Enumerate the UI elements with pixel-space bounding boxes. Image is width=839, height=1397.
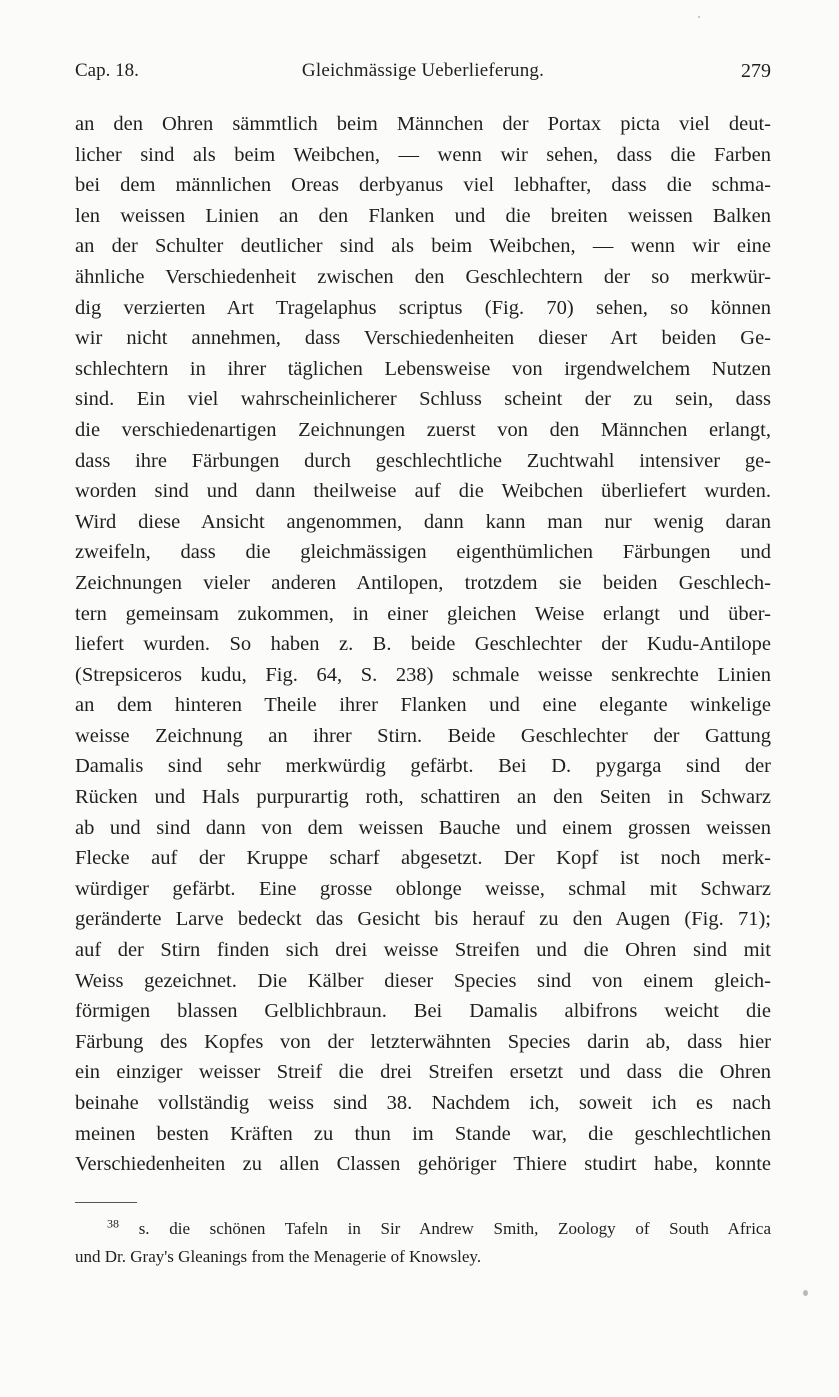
text-line: tern gemeinsam zukommen, in einer gleichen Weise erlangt und über- (75, 602, 771, 625)
text-line: Damalis sind sehr merkwürdig gefärbt. Bei D. pygarga sind der (75, 755, 771, 778)
text-line: die verschiedenartigen Zeichnungen zuerst von den Männchen erlangt, (75, 418, 771, 441)
footnote-text-1: s. die schönen Tafeln in Sir Andrew Smith, Zoology of South Africa (138, 1219, 772, 1238)
running-title: Gleichmässige Ueberlieferung. (301, 60, 545, 81)
text-line: geränderte Larve bedeckt das Gesicht bis herauf zu den Augen (Fig. 71); (75, 908, 771, 931)
footnote-divider (75, 1202, 137, 1203)
main-text-block (75, 109, 771, 1180)
text-line: an dem hinteren Theile ihrer Flanken und eine elegante winkelige (75, 694, 771, 717)
text-line: wir nicht annehmen, dass Verschiedenheiten dieser Art beiden Ge- (75, 327, 771, 350)
footnote-marker: 38 (107, 1216, 119, 1231)
text-line: an der Schulter deutlicher sind als beim Weibchen, — wenn wir eine (75, 235, 771, 258)
text-line: förmigen blassen Gelblichbraun. Bei Damalis albifrons weicht die (75, 1000, 771, 1023)
text-line: würdiger gefärbt. Eine grosse oblonge weisse, schmal mit Schwarz (75, 877, 771, 900)
chapter-label: Cap. 18. (75, 60, 139, 81)
text-line: liefert wurden. So haben z. B. beide Geschlechter der Kudu-Antilope (75, 633, 771, 656)
text-line: licher sind als beim Weibchen, — wenn wir sehen, dass die Farben (75, 143, 771, 166)
text-line: ähnliche Verschiedenheit zwischen den Geschlechtern der so merkwür- (75, 265, 771, 288)
text-line: Färbung des Kopfes von der letzterwähnten Species darin ab, dass hier (75, 1030, 771, 1053)
running-header (75, 60, 771, 90)
paper-speck (803, 1290, 808, 1296)
text-line: zweifeln, dass die gleichmässigen eigenthümlichen Färbungen und (75, 541, 771, 564)
text-line: Verschiedenheiten zu allen Classen gehöriger Thiere studirt habe, konnte (75, 1153, 771, 1176)
text-line: dass ihre Färbungen durch geschlechtliche Zuchtwahl intensiver ge- (75, 449, 771, 472)
text-line: beinahe vollständig weiss sind 38. Nachdem ich, soweit ich es nach (75, 1092, 771, 1114)
text-line: weisse Zeichnung an ihrer Stirn. Beide Geschlechter der Gattung (75, 724, 771, 747)
text-line: Flecke auf der Kruppe scharf abgesetzt. Der Kopf ist noch merk- (75, 847, 771, 870)
text-line: Weiss gezeichnet. Die Kälber dieser Species sind von einem gleich- (75, 969, 771, 992)
text-line: sind. Ein viel wahrscheinlicherer Schluss scheint der zu sein, dass (75, 388, 771, 411)
text-line: dig verzierten Art Tragelaphus scriptus (Fig. 70) sehen, so können (75, 296, 771, 319)
text-line: ab und sind dann von dem weissen Bauche und einem grossen weissen (75, 816, 771, 839)
page-number: 279 (741, 60, 771, 82)
footnote-block (75, 1215, 771, 1271)
text-line: len weissen Linien an den Flanken und die breiten weissen Balken (75, 204, 771, 227)
text-line: worden sind und dann theilweise auf die Weibchen überliefert wurden. (75, 480, 771, 503)
paper-speck (698, 16, 700, 18)
text-line: ein einziger weisser Streif die drei Streifen ersetzt und dass die Ohren (75, 1061, 771, 1084)
text-line: Rücken und Hals purpurartig roth, schattiren an den Seiten in Schwarz (75, 786, 771, 809)
text-line: auf der Stirn finden sich drei weisse Streifen und die Ohren sind mit (75, 939, 771, 962)
text-line: bei dem männlichen Oreas derbyanus viel lebhafter, dass die schma- (75, 174, 771, 197)
text-line: Wird diese Ansicht angenommen, dann kann man nur wenig daran (75, 510, 771, 533)
footnote-line-1 (75, 1215, 771, 1243)
text-line: schlechtern in ihrer täglichen Lebensweise von irgendwelchem Nutzen (75, 357, 771, 380)
text-line: Zeichnungen vieler anderen Antilopen, trotzdem sie beiden Geschlech- (75, 571, 771, 594)
footnote-line-2: und Dr. Gray's Gleanings from the Menagerie of Knowsley. (75, 1247, 482, 1266)
text-line: (Strepsiceros kudu, Fig. 64, S. 238) schmale weisse senkrechte Linien (75, 663, 771, 686)
text-line: an den Ohren sämmtlich beim Männchen der Portax picta viel deut- (75, 113, 771, 135)
text-line: meinen besten Kräften zu thun im Stande war, die geschlechtlichen (75, 1122, 771, 1145)
